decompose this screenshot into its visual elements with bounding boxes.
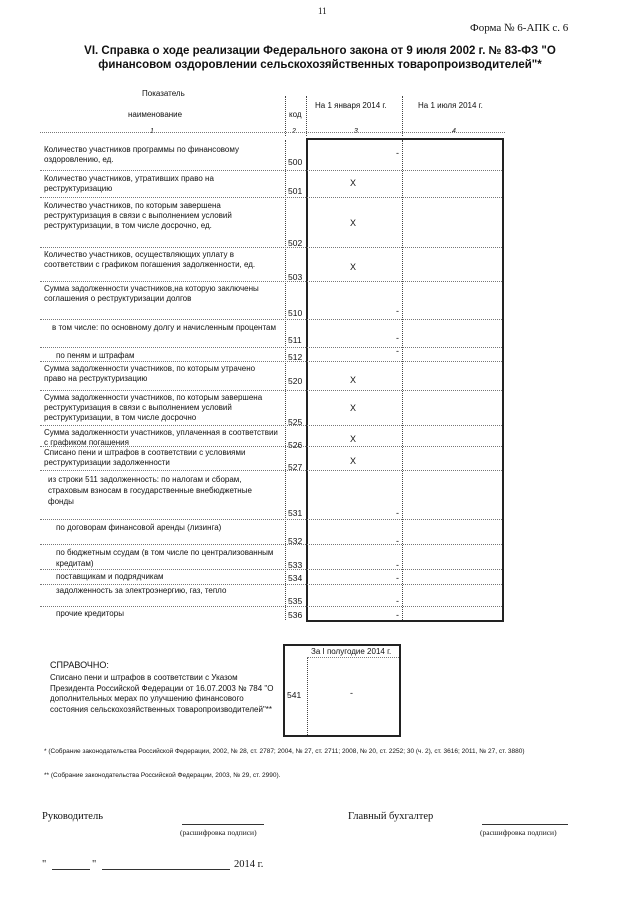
row-jul-value-535: - (396, 596, 399, 606)
page-number: 11 (318, 6, 327, 16)
row-separator (40, 347, 502, 348)
row-label-535: задолженность за электроэнергию, газ, тепло (56, 586, 227, 595)
table-top-border (306, 138, 504, 140)
row-separator (40, 446, 502, 447)
row-code-531: 531 (288, 508, 303, 518)
colnum-2: 2 (292, 128, 296, 135)
row-label-500: Количество участников программы по финансовому оздоровлению, ед. (44, 145, 239, 164)
signature-head-line (182, 824, 264, 825)
row-separator (40, 319, 502, 320)
row-jan-value-501: X (350, 178, 357, 188)
header-sep-jan (306, 96, 307, 136)
row-label-532: по договорам финансовой аренды (лизинга) (56, 523, 222, 532)
row-label-511: в том числе: по основному долгу и начисленным процентам (52, 323, 276, 332)
row-code-534: 534 (288, 573, 303, 583)
ref-header-divider (307, 657, 399, 658)
ref-left-border (283, 644, 285, 737)
row-label-526: Сумма задолженности участников, уплаченная в соответствии с графиком погашения (44, 428, 278, 447)
row-label-531: из строки 511 задолженность: по налогам и сборам, страховым взносам в государственные внебюджетные фонды (48, 475, 252, 506)
row-jul-value-534: - (396, 573, 399, 583)
row-separator (40, 569, 502, 570)
row-jul-value-512: - (396, 346, 399, 356)
date-day-line (52, 869, 90, 870)
row-jul-value-533: - (396, 560, 399, 570)
row-label-536: прочие кредиторы (56, 609, 124, 618)
row-jul-value-511: - (396, 333, 399, 343)
colnum-1: 1 (150, 128, 154, 135)
row-separator (40, 584, 502, 585)
document-title: VI. Справка о ходе реализации Федерального закона от 9 июля 2002 г. № 83-ФЗ "О финансовом оздоровлении сельскохозяйственных товаропроизводителей"* (84, 45, 556, 71)
ref-top-border (283, 644, 401, 646)
ref-label: Списано пени и штрафов в соответствии с Указом Президента Российской Федерации от 16.07.2003 № 784 "О дополнительных мерах по улучшению финансового состояния сельскохозяйственных товаропроизводителей"** (50, 673, 274, 714)
row-jan-value-503: X (350, 262, 357, 272)
row-jul-value-531: - (396, 508, 399, 518)
row-jan-value-502: X (350, 218, 357, 228)
row-jan-value-525: X (350, 403, 357, 413)
row-label-501: Количество участников, утративших право на реструктуризацию (44, 174, 214, 193)
row-separator (40, 425, 502, 426)
row-label-510: Сумма задолженности участников,на которую заключены соглашения о реструктуризации долгов (44, 284, 259, 303)
row-label-502: Количество участников, по которым завершена реструктуризация в связи с выполнением условий реструктуризации, в том числе досрочно, ед. (44, 201, 232, 230)
ref-code: 541 (287, 690, 302, 700)
row-code-512: 512 (288, 352, 303, 362)
row-separator (40, 197, 502, 198)
row-label-503: Количество участников, осуществляющих уплату в соответствии с графиком погашения задолженности, ед. (44, 250, 256, 269)
date-open-quote: " (42, 859, 47, 870)
header-sep-jul (402, 96, 403, 136)
signature-head-decode: (расшифровка подписи) (180, 828, 257, 837)
row-label-520: Сумма задолженности участников, по которым утрачено право на реструктуризацию (44, 364, 256, 383)
row-code-520: 520 (288, 376, 303, 386)
row-separator (40, 606, 502, 607)
row-separator (40, 281, 502, 282)
row-code-526: 526 (288, 440, 303, 450)
header-jul: На 1 июля 2014 г. (418, 101, 483, 110)
colnum-4: 4 (452, 128, 456, 135)
row-label-534: поставщикам и подрядчикам (56, 572, 164, 581)
row-label-533: по бюджетным ссудам (в том числе по централизованным кредитам) (56, 548, 274, 568)
ref-column-header: За I полугодие 2014 г. (311, 647, 392, 656)
row-separator (40, 170, 502, 171)
ref-heading: СПРАВОЧНО: (50, 660, 109, 670)
row-code-501: 501 (288, 186, 303, 196)
row-jul-value-510: - (396, 306, 399, 316)
date-close-quote: " (92, 859, 97, 870)
row-code-536: 536 (288, 610, 303, 620)
ref-code-divider (307, 657, 308, 735)
signature-head-label: Руководитель (42, 811, 103, 822)
table-bottom-border (306, 620, 504, 622)
row-code-532: 532 (288, 536, 303, 546)
row-code-535: 535 (288, 596, 303, 606)
row-code-511: 511 (288, 335, 302, 345)
footnote-2: ** (Собрание законодательства Российской Федерации, 2003, № 29, ст. 2990). (44, 772, 281, 779)
row-code-510: 510 (288, 308, 303, 318)
footnote-1: * (Собрание законодательства Российской Федерации, 2002, № 28, ст. 2787; 2004, № 27, ст. 2711; 2008, № 20, ст. 2252; 30 (ч. 2), ст. 3616; 2011, № 27, ст. 3880) (44, 748, 525, 755)
row-label-525: Сумма задолженности участников, по которым завершена реструктуризация в связи с выполнением условий реструктуризации, в том числе досрочно (44, 393, 263, 422)
row-separator (40, 390, 502, 391)
row-separator (40, 544, 502, 545)
header-code: код (289, 110, 302, 119)
ref-right-border (399, 644, 401, 737)
row-jul-value-532: - (396, 536, 399, 546)
table-right-border (502, 138, 504, 622)
row-code-525: 525 (288, 417, 303, 427)
header-indicator: Показатель (142, 89, 185, 98)
colnum-3: 3 (354, 128, 358, 135)
row-label-527: Списано пени и штрафов в соответствии с условиями реструктуризации задолженности (44, 448, 246, 467)
signature-accountant-label: Главный бухгалтер (348, 811, 434, 822)
row-separator (40, 361, 502, 362)
header-name: наименование (128, 110, 183, 119)
table-left-border (306, 138, 308, 622)
row-code-503: 503 (288, 272, 303, 282)
header-sep-code (285, 96, 286, 136)
row-jul-value-536: - (396, 610, 399, 620)
form-label: Форма № 6-АПК с. 6 (470, 22, 569, 34)
signature-accountant-line (482, 824, 568, 825)
table-mid-divider (402, 140, 403, 620)
signature-accountant-decode: (расшифровка подписи) (480, 828, 557, 837)
row-jan-value-520: X (350, 375, 357, 385)
row-jan-value-527: X (350, 456, 357, 466)
row-label-512: по пеням и штрафам (56, 351, 135, 360)
row-separator (40, 519, 502, 520)
date-year: 2014 г. (234, 859, 264, 870)
row-separator (40, 247, 502, 248)
row-jul-value-500: - (396, 148, 399, 158)
ref-bottom-border (283, 735, 401, 737)
row-jan-value-526: X (350, 434, 357, 444)
date-month-line (102, 869, 230, 870)
row-code-527: 527 (288, 462, 303, 472)
code-column-divider (285, 140, 286, 620)
row-code-502: 502 (288, 238, 303, 248)
row-code-533: 533 (288, 560, 303, 570)
row-separator (40, 470, 502, 471)
header-jan: На 1 января 2014 г. (315, 101, 387, 110)
row-code-500: 500 (288, 157, 303, 167)
header-divider (40, 132, 505, 133)
ref-value: - (350, 688, 353, 698)
